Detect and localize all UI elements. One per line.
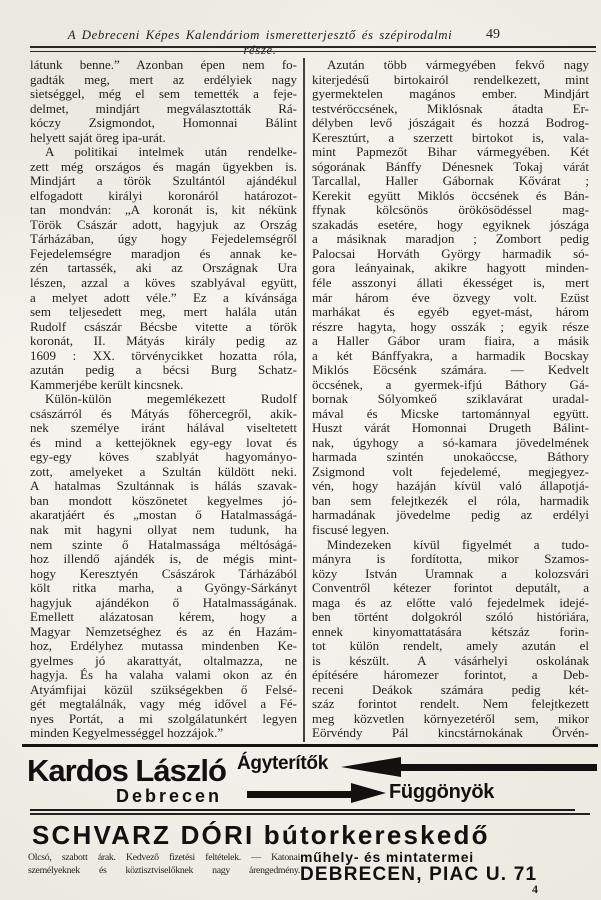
double-rule-top — [30, 809, 575, 811]
text-line: nak, úgyhogy a só-kamara jövedelmének — [312, 435, 589, 450]
page-number: 49 — [486, 27, 500, 42]
text-line: azután pedig a bécsi Burg Schatz- — [30, 363, 297, 378]
text-line: féle asszonyi állati ékességet is, mert — [312, 275, 589, 290]
arrow-right-tail — [247, 791, 355, 798]
text-line: ffynak kölcsönös örökösödéssel mag- — [312, 203, 589, 218]
text-line: Török Császár adott, hagyjuk az Ország — [30, 217, 297, 232]
text-line: sietséggel, még el sem temették a feje- — [30, 87, 297, 102]
text-line: Eörvéndy Pál kincstárnokának Örvén- — [312, 726, 589, 741]
text-line: testvéröccsének, Miklósnak átadta Er- — [312, 101, 589, 116]
text-line: Kerekit együtt Miklós öccsének és Bán- — [312, 188, 589, 203]
text-line: meg közvetlen környezetéről sem, mikor — [312, 711, 589, 726]
text-line: Emellett alázatosan kérem, hogy a — [30, 610, 297, 625]
column-divider — [303, 58, 305, 742]
text-line: vén, hogy hazáján kívül való állapotjá- — [312, 479, 589, 494]
text-line: gadták meg, mert az erdélyiek nagy — [30, 72, 297, 87]
text-line: elfogadott királyi koronáról határozot- — [30, 188, 297, 203]
text-line: gora leányainak, akikre hagyott minden- — [312, 261, 589, 276]
text-line: nyes Portát, a mi szolgálatunkért legyen — [30, 711, 297, 726]
text-line: részre hagyta, hogy osszák ; egyik része — [312, 319, 589, 334]
ad-kardos-name: Kardos László — [27, 753, 226, 788]
text-line: hogy Keresztyén Császárok Tárházából — [30, 566, 297, 581]
text-line: delmet, mindjárt megválasztották Rá- — [30, 101, 297, 116]
text-line: ennek kinyomattatására kétszáz forin- — [312, 624, 589, 639]
text-line: Zsigmond volt fejedelemé, megjegyez- — [312, 464, 589, 479]
arrow-left-tail — [396, 764, 597, 771]
text-line: a melyet adott véle.” Ez a kívánsága — [30, 290, 297, 305]
text-line: tot külön rendelt, amely azután el — [312, 639, 589, 654]
arrow-left-head — [341, 757, 401, 777]
text-line: szakadás esetére, hogy egyiknek jószága — [312, 217, 589, 232]
text-line: hagyja. És ha valaha valami okon az én — [30, 668, 297, 683]
text-line: császárról és Mátyás főhercegről, akik- — [30, 406, 297, 421]
text-line: gyermektelen magános ember. Mindjárt — [312, 87, 589, 102]
text-line: hoz, Erdélyhez mutassa mindenben Ke- — [30, 639, 297, 654]
text-line: száz forintot rendelt. Nem felejtkezett — [312, 697, 589, 712]
text-line: Mindjárt a török Szultántól ajándékul — [30, 174, 297, 189]
ad-schvarz-notes — [28, 851, 300, 877]
text-line: Huszt várát Homonnai Drugeth Bálint- — [312, 421, 589, 436]
text-line: nem szinte ő Hatalmassága méltóságá- — [30, 537, 297, 552]
header-rule — [30, 46, 596, 52]
text-line: ben történt dolgokról szóló históriára, — [312, 610, 589, 625]
text-line: Tárházában, úgy hogy Fejedelemségről — [30, 232, 297, 247]
text-line: nak mit hagyni ollyat nem tudunk, ha — [30, 523, 297, 537]
text-line: A politikai intelmek után rendelke- — [45, 145, 297, 160]
ad-kardos-product-bottom: Függönyök — [389, 781, 495, 803]
arrow-right-icon — [247, 783, 386, 805]
text-line: hoz illendő ajándék is, de mégis mint- — [30, 552, 297, 567]
text-line: építésére háromezer forintot, a Deb- — [312, 668, 589, 683]
text-line: sem teljesedett meg, mert halála után — [30, 305, 297, 320]
text-line: ban sem felejtkezék el róla, harmadik — [312, 493, 589, 508]
text-line: kóczy Zsigmondot, Homonnai Bálint — [30, 116, 297, 131]
text-line: költ ritka marha, a Gyöngy-Sárkányt — [30, 581, 297, 596]
ad-schvarz-address: DEBRECEN, PIAC U. 71 — [300, 864, 538, 885]
text-line: fiscusé legyen. — [312, 523, 390, 537]
text-line: Tarcallal, Haller Gábornak Kővárat ; — [312, 174, 589, 189]
text-line: sógorának Bánffy Dénesnek Tokaj várát — [312, 159, 589, 174]
text-line: minden Kegyelmességgel hozzájok.” — [30, 726, 224, 741]
text-line: akaratjáért és „mostan ő Hatalmasságá- — [30, 508, 297, 523]
text-line: ban mondott köszönetet kegyelmes jó- — [30, 493, 297, 508]
text-line: zett még országos és magán ügyekben is. — [30, 159, 297, 174]
text-line: A hatalmas Szultánnak is hálás szavak- — [30, 479, 297, 494]
text-line: maga és az előtte való fejedelmek idejé- — [312, 595, 589, 610]
ad-kardos-city: Debrecen — [116, 786, 223, 806]
ad-schvarz-note-line2: személyeknek és köztisztviselőknek nagy árengedmény. — [28, 865, 300, 876]
text-line: Palocsai Horváth György harmadik só- — [312, 246, 589, 261]
right-text-column — [312, 58, 589, 741]
text-line: kiterjedésű birtokairól rendelkezett, mint — [312, 72, 589, 87]
double-rule-bottom — [30, 813, 590, 815]
arrow-right-head — [351, 783, 386, 803]
text-line: egy-egy köves szablyát hagyományo- — [30, 450, 297, 465]
text-line: marhákat és egyéb egyet-mást, három — [312, 305, 589, 320]
text-line: Külön-külön megemlékezett Rudolf — [45, 392, 297, 407]
ad-schvarz-note-line1: Olcsó, szabott árak. Kedvező fizetési feltételek. — Katonai — [28, 852, 300, 863]
text-line: bornak Sólyomkeő sziklavárat uradal- — [312, 392, 589, 407]
text-line: zott, amelyeket a Szultán küldött neki. — [30, 464, 297, 479]
text-line: Magyar Nemzetséghez és az én Hazám- — [30, 624, 297, 639]
text-line: mával és Micske tartománnyal együtt. — [312, 406, 589, 421]
text-line: Kammerjébe került kincsnek. — [30, 377, 184, 392]
body-end-rule — [22, 744, 598, 747]
text-line: Rudolf császár Bécsbe vitette a török — [30, 319, 297, 334]
text-line: látunk benne.” Azonban épen nem fo- — [30, 58, 297, 72]
text-line: közy István Uramnak a kolozsvári — [312, 566, 589, 581]
text-line: Mindezeken kívül figyelmét a tudo- — [327, 537, 589, 552]
running-head-title: A Debreceni Képes Kalendáriom ismeretterjesztő és szépirodalmi része. — [67, 28, 453, 57]
signature-mark: 4 — [532, 882, 538, 896]
text-line: hagyjuk ajándékon ő Hatalmasságának. — [30, 595, 297, 610]
text-line: harmadának jövedelme pedig az erdélyi — [312, 508, 589, 523]
text-line: már három éve özvegy volt. Ezüst — [312, 290, 589, 305]
left-text-column — [30, 58, 297, 741]
text-line: a Haller Gábor uram fiaira, a másik — [312, 334, 589, 349]
text-line: helyett saját öreg ipa-urát. — [30, 130, 166, 145]
text-line: 1609 : XX. törvénycikket hozatta róla, — [30, 348, 297, 363]
text-line: öccsének, a gyermek-ifjú Báthory Gá- — [312, 377, 589, 392]
arrow-left-icon — [341, 757, 597, 779]
text-line: a másiknak maradjon ; Zombort pedig — [312, 232, 589, 247]
text-line: Fejedelemségre maradjon és annak ke- — [30, 246, 297, 261]
text-line: Keresztúrt, a szerzett birtokot is, vala- — [312, 130, 589, 145]
text-line: harmada szintén unokaöccse, Báthory — [312, 450, 589, 465]
text-line: koronát, II. Mátyás király pedig az — [30, 334, 297, 349]
text-line: a két Bánffyakra, a harmadik Bocskay — [312, 348, 589, 363]
text-line: Miklós Eöcsénk számára. — Kedvelt — [312, 363, 589, 378]
text-line: tan mondván: „A koronát is, kit nékünk — [30, 203, 297, 218]
text-line: mányra is fordította, mikor Szamos- — [312, 552, 589, 567]
text-line: és mind a kettejöknek egy-egy lovat és — [30, 435, 297, 450]
text-line: gét megtalálnák, vagy még idővel a Fé- — [30, 697, 297, 712]
text-line: Azután több vármegyében fekvő nagy — [327, 58, 589, 72]
text-line: gyelmes jó akarattyát, oltalmazza, ne — [30, 653, 297, 668]
text-line: nek személye iránt hálával viseltetett — [30, 421, 297, 436]
text-line: receni Deákok számára pedig két- — [312, 682, 589, 697]
ad-schvarz-title: SCHVARZ DÓRI bútorkereskedő — [32, 820, 490, 850]
ad-schvarz-showroom: műhely- és mintatermei — [300, 849, 474, 865]
text-line: lészen, azzal a köves szablyával együtt, — [30, 275, 297, 290]
text-line: délyben levő jószágait és hozzá Bodrog- — [312, 116, 589, 131]
text-line: Atyámfijai közül szükségekben ő Felsé- — [30, 682, 297, 697]
text-line: zén tartassék, aki az Országnak Ura — [30, 261, 297, 276]
text-line: is készült. A vásárhelyi oskolának — [312, 653, 589, 668]
text-line: Conventről kétezer forintot deputált, a — [312, 581, 589, 596]
text-line: mint Papmezőt Bihar vármegyében. Két — [312, 145, 589, 160]
ad-kardos-product-top: Ágyterítők — [237, 753, 328, 774]
